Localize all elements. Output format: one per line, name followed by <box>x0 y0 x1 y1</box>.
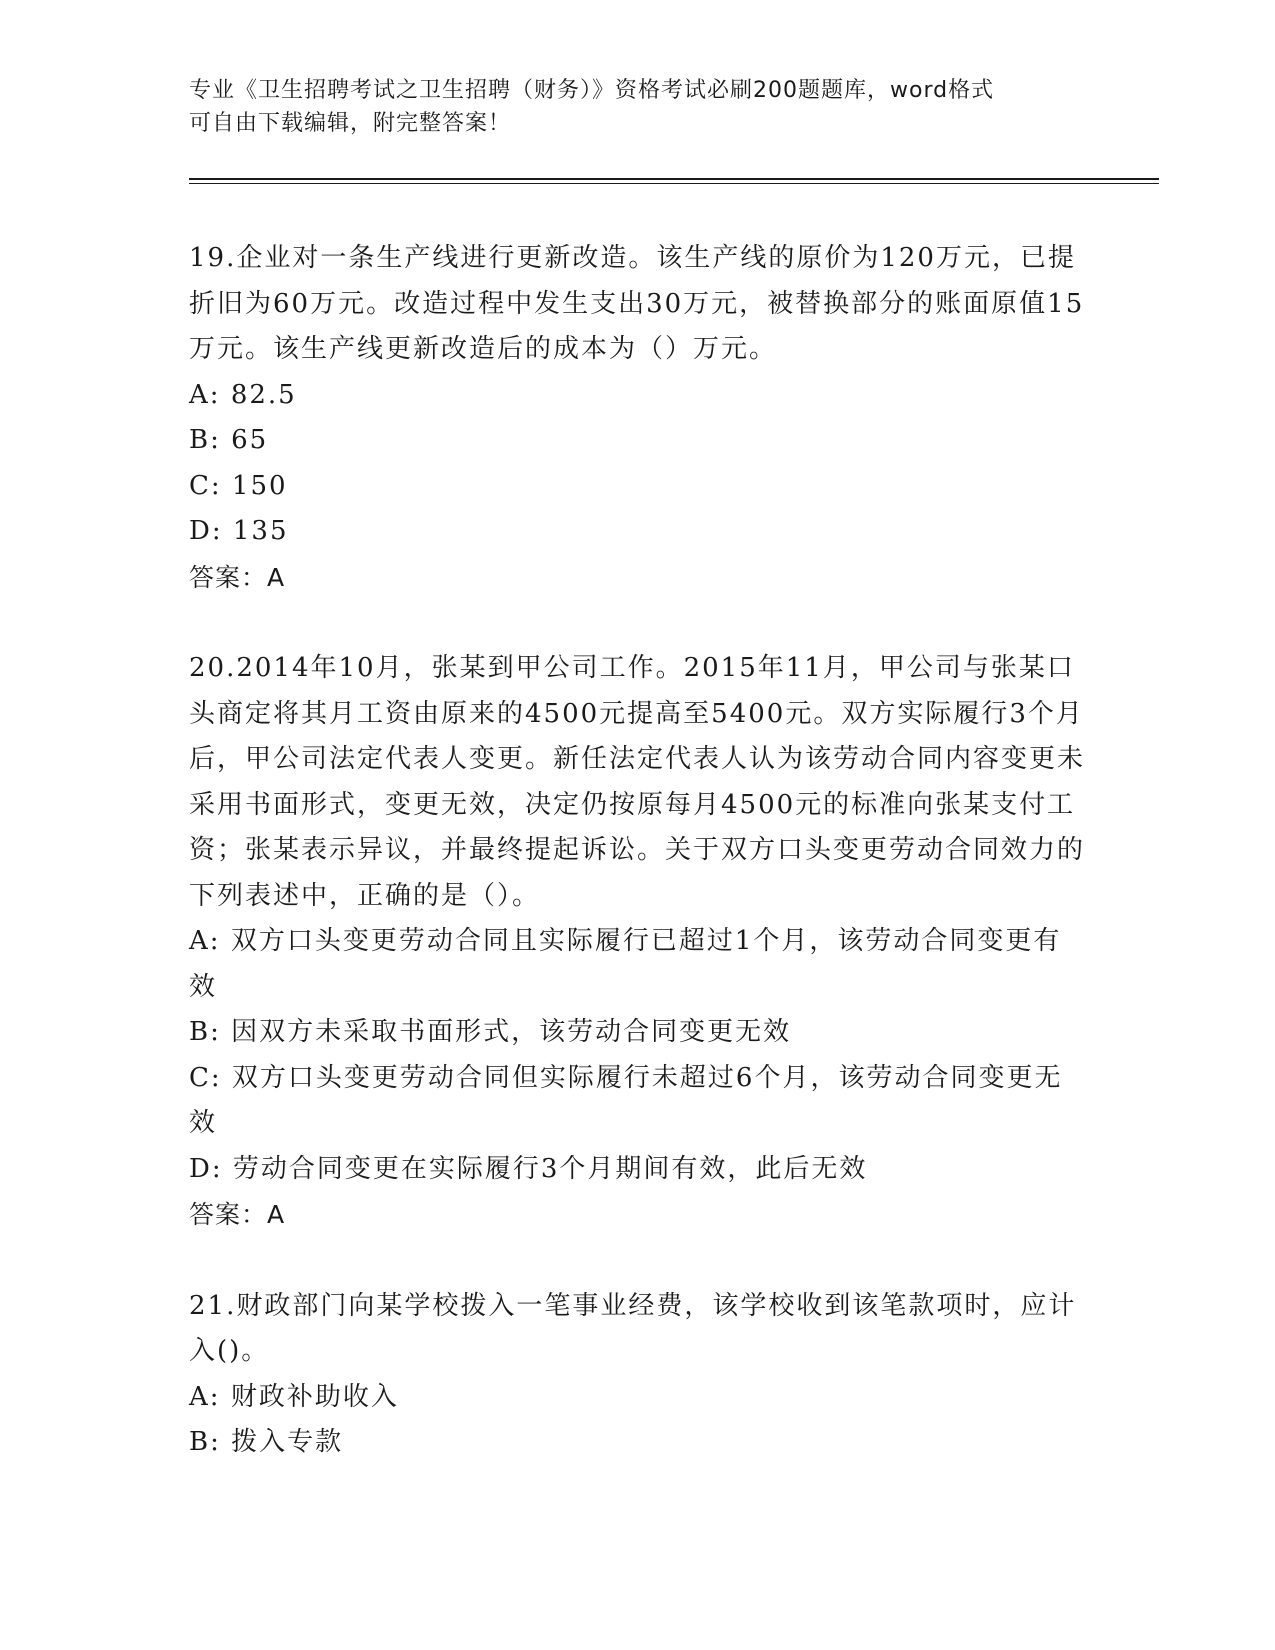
question-21 <box>189 1284 1089 1466</box>
answer-line: 答案：A <box>189 562 286 592</box>
header-rule-thick <box>189 178 1159 180</box>
answer-line: 答案：A <box>189 1200 286 1229</box>
option-text: 拨入专款 <box>231 1427 344 1457</box>
header-rule-thin <box>189 183 1159 184</box>
option-key: B: <box>189 1017 221 1047</box>
option-key: C: <box>189 470 222 501</box>
option-key: A: <box>189 926 221 956</box>
option-d <box>189 509 1089 555</box>
option-key: C: <box>189 1062 222 1093</box>
option-b <box>189 1010 1089 1056</box>
option-a <box>189 1375 1089 1421</box>
option-b <box>189 1420 1089 1466</box>
option-key: A: <box>189 1381 221 1412</box>
question-text: 20.2014年10月，张某到甲公司工作。2015年11月，甲公司与张某口头商定将其月工资由原来的4500元提高至5400元。双方实际履行3个月后，甲公司法定代表人变更。新任法定代表人认为该劳动合同内容变更未采用书面形式，变更无效，决定仍按原每月4500元的标准向张某支付工资；张某表示异议，并最终提起诉讼。关于双方口头变更劳动合同效力的下列表述中，正确的是（）。 <box>189 653 1086 911</box>
option-key: D: <box>189 1153 223 1184</box>
option-a <box>189 373 1089 419</box>
document-header <box>189 74 1089 140</box>
option-text: 65 <box>231 425 269 455</box>
question-list <box>189 236 1089 1512</box>
option-key: D: <box>189 516 223 546</box>
option-text: 财政补助收入 <box>230 1381 399 1412</box>
option-c <box>189 1056 1089 1147</box>
option-c <box>189 464 1089 510</box>
option-text: 双方口头变更劳动合同但实际履行未超过6个月，该劳动合同变更无效 <box>189 1062 1063 1138</box>
option-a <box>189 919 1089 1010</box>
question-20 <box>189 646 1089 1238</box>
option-text: 双方口头变更劳动合同且实际履行已超过1个月，该劳动合同变更有效 <box>189 926 1062 1002</box>
option-b <box>189 418 1089 464</box>
option-text: 劳动合同变更在实际履行3个月期间有效，此后无效 <box>232 1153 868 1184</box>
option-text: 因双方未采取书面形式，该劳动合同变更无效 <box>231 1017 792 1047</box>
option-d <box>189 1147 1089 1193</box>
option-key: A: <box>189 379 221 410</box>
option-key: B: <box>189 425 221 455</box>
question-text: 21.财政部门向某学校拨入一笔事业经费，该学校收到该笔款项时，应计入()。 <box>189 1290 1077 1366</box>
header-line-1: 专业《卫生招聘考试之卫生招聘（财务）》资格考试必刷200题题库，word格式 <box>189 78 995 103</box>
option-key: B: <box>189 1427 221 1457</box>
question-19 <box>189 236 1089 600</box>
option-text: 135 <box>232 516 289 546</box>
question-text: 19.企业对一条生产线进行更新改造。该生产线的原价为120万元，已提折旧为60万元。改造过程中发生支出30万元，被替换部分的账面原值15万元。该生产线更新改造后的成本为（）万元。 <box>189 243 1085 364</box>
option-text: 150 <box>231 470 288 501</box>
option-text: 82.5 <box>230 379 297 410</box>
header-line-2: 可自由下载编辑，附完整答案！ <box>189 111 512 136</box>
